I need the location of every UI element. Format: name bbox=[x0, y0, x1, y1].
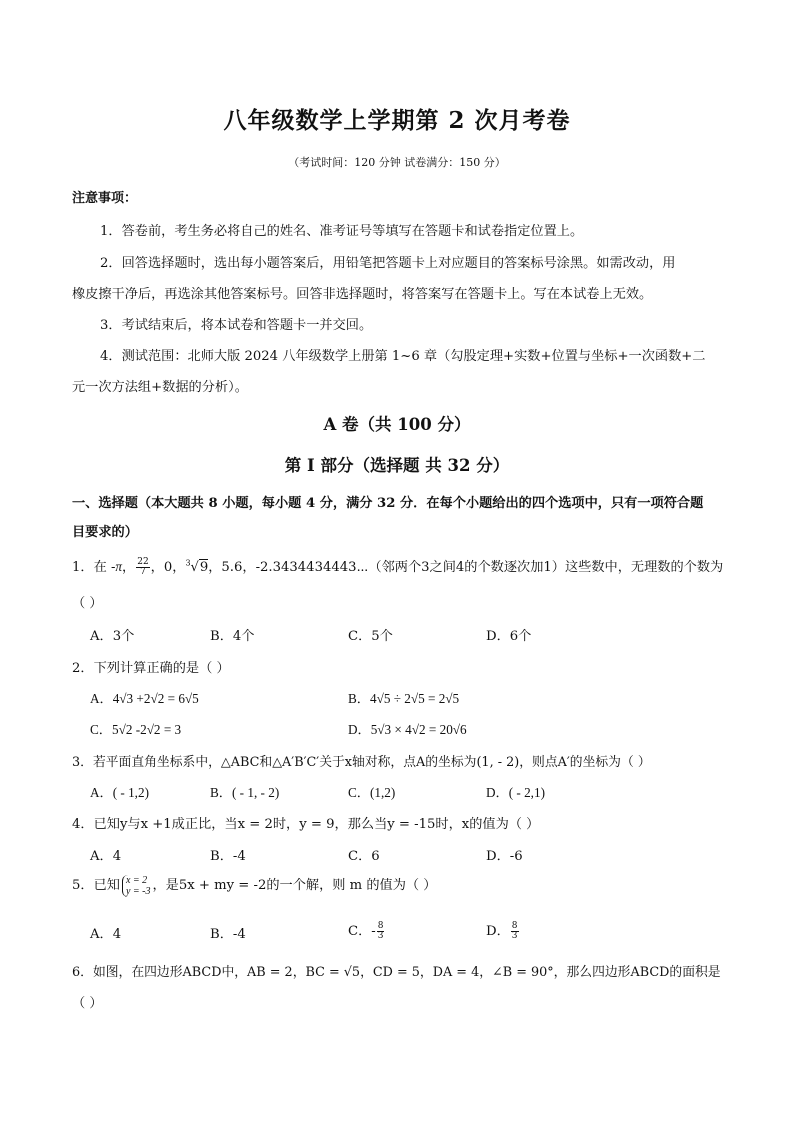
section-intro-cont: 目要求的） bbox=[72, 525, 138, 540]
system-top: x = 2 bbox=[125, 874, 148, 886]
q5-option-d bbox=[486, 920, 520, 941]
note-item-2-cont: 橡皮擦干净后，再选涂其他答案标号。回答非选择题时，将答案写在答题卡上。写在本试卷上无效。 bbox=[72, 287, 653, 302]
q3-option-c: C．(1,2) bbox=[348, 785, 396, 800]
cube-root-radicand: 9 bbox=[199, 560, 209, 575]
note-item-3: 3．考试结束后，将本试卷和答题卡一并交回。 bbox=[100, 318, 373, 333]
q1-option-d: D．6个 bbox=[486, 629, 532, 644]
q1-sep2: ，0， bbox=[150, 560, 186, 575]
exam-title: 八年级数学上学期第 2 次月考卷 bbox=[223, 107, 571, 134]
exam-subtitle: （考试时间：120 分钟 试卷满分：150 分） bbox=[288, 156, 506, 169]
section-a-title: A 卷（共 100 分） bbox=[323, 415, 471, 434]
section-intro: 一、选择题（本大题共 8 小题，每小题 4 分，满分 32 分．在每个小题给出的四个选项中，只有一项符合题 bbox=[72, 496, 704, 511]
fraction-8-3 bbox=[377, 922, 385, 941]
q4-option-a: A．4 bbox=[90, 849, 122, 864]
note-item-2: 2．回答选择题时，选出每小题答案后，用铅笔把答题卡上对应题目的答案标号涂黑。如需改动，用 bbox=[100, 256, 676, 271]
part1-title: 第 I 部分（选择题 共 32 分） bbox=[284, 456, 510, 475]
system-bottom: y = -3 bbox=[125, 885, 151, 897]
q5-option-b: B．-4 bbox=[210, 927, 246, 942]
fraction-numerator: 8 bbox=[377, 921, 384, 931]
q3-option-a: A．( - 1,2) bbox=[90, 785, 149, 800]
q1-prefix: 1．在 - bbox=[72, 560, 116, 575]
equation-system bbox=[122, 875, 151, 897]
q5-option-c-label: C．- bbox=[348, 924, 376, 939]
q4-option-b: B．-4 bbox=[210, 849, 246, 864]
q5-option-d-label: D． bbox=[486, 924, 510, 939]
fraction-numerator: 8 bbox=[511, 921, 518, 931]
fraction-22-7 bbox=[136, 558, 149, 577]
fraction-numerator: 22 bbox=[137, 557, 149, 567]
q1-sep4: ，-2.3434434443⋯（邻两个3之间4的个数逐次加1）这些数中，无理数的个数为 bbox=[242, 560, 724, 575]
q5-option-c bbox=[348, 920, 385, 941]
q1-sep1: ， bbox=[122, 560, 136, 575]
question-6-stem: 6．如图，在四边形ABCD中，AB = 2，BC = √5，CD = 5，DA = 4，∠B = 90°，那么四边形ABCD的面积是 bbox=[72, 965, 721, 980]
q4-option-c: C．6 bbox=[348, 849, 380, 864]
question-4-stem: 4．已知y与x +1成正比，当x = 2时，y = 9，那么当y = -15时，x的值为（ ） bbox=[72, 817, 540, 832]
question-3-stem: 3．若平面直角坐标系中，△ABC和△A′B′C′关于x轴对称，点A的坐标为(1, - 2)，则点A′的坐标为（ ） bbox=[72, 755, 651, 770]
fraction-8-3 bbox=[511, 922, 519, 941]
q3-option-b: B．( - 1, - 2) bbox=[210, 785, 280, 800]
q2-option-a: A．4√3 +2√2 = 6√5 bbox=[90, 691, 199, 706]
fraction-denominator: 7 bbox=[140, 567, 146, 577]
pi-symbol: π bbox=[115, 559, 123, 574]
question-1-stem bbox=[72, 556, 723, 577]
q5-option-a: A．4 bbox=[90, 927, 122, 942]
q5-prefix: 5．已知 bbox=[72, 878, 120, 893]
note-item-4-cont: 元一次方法组+数据的分析）。 bbox=[72, 380, 248, 395]
q1-option-b: B．4个 bbox=[210, 629, 255, 644]
q1-option-a: A．3个 bbox=[90, 629, 135, 644]
q2-option-c: C．5√2 -2√2 = 3 bbox=[90, 722, 182, 737]
note-item-4: 4．测试范围：北师大版 2024 八年级数学上册第 1~6 章（勾股定理+实数+位置与坐标+一次函数+二 bbox=[100, 349, 706, 364]
cube-root-index: 3 bbox=[185, 558, 191, 568]
fraction-denominator: 3 bbox=[377, 931, 384, 941]
question-2-stem: 2．下列计算正确的是（ ） bbox=[72, 661, 230, 676]
q2-option-d: D．5√3 × 4√2 = 20√6 bbox=[348, 722, 467, 737]
notes-heading: 注意事项： bbox=[72, 191, 138, 206]
q3-option-d: D．( - 2,1) bbox=[486, 785, 545, 800]
q1-sep3: ，5.6 bbox=[208, 560, 243, 575]
q2-option-b: B．4√5 ÷ 2√5 = 2√5 bbox=[348, 691, 460, 706]
q1-option-c: C．5个 bbox=[348, 629, 393, 644]
fraction-denominator: 3 bbox=[511, 931, 518, 941]
q5-suffix: ，是5x + my = -2的一个解，则 m 的值为（ ） bbox=[152, 878, 437, 893]
q4-option-d: D．-6 bbox=[486, 849, 523, 864]
note-item-1: 1．答卷前，考生务必将自己的姓名、准考证号等填写在答题卡和试卷指定位置上。 bbox=[100, 224, 584, 239]
question-6-paren: （ ） bbox=[72, 996, 103, 1011]
question-1-paren: （ ） bbox=[72, 596, 103, 611]
radical-sign: √ bbox=[190, 560, 199, 575]
question-5-stem bbox=[72, 874, 437, 897]
